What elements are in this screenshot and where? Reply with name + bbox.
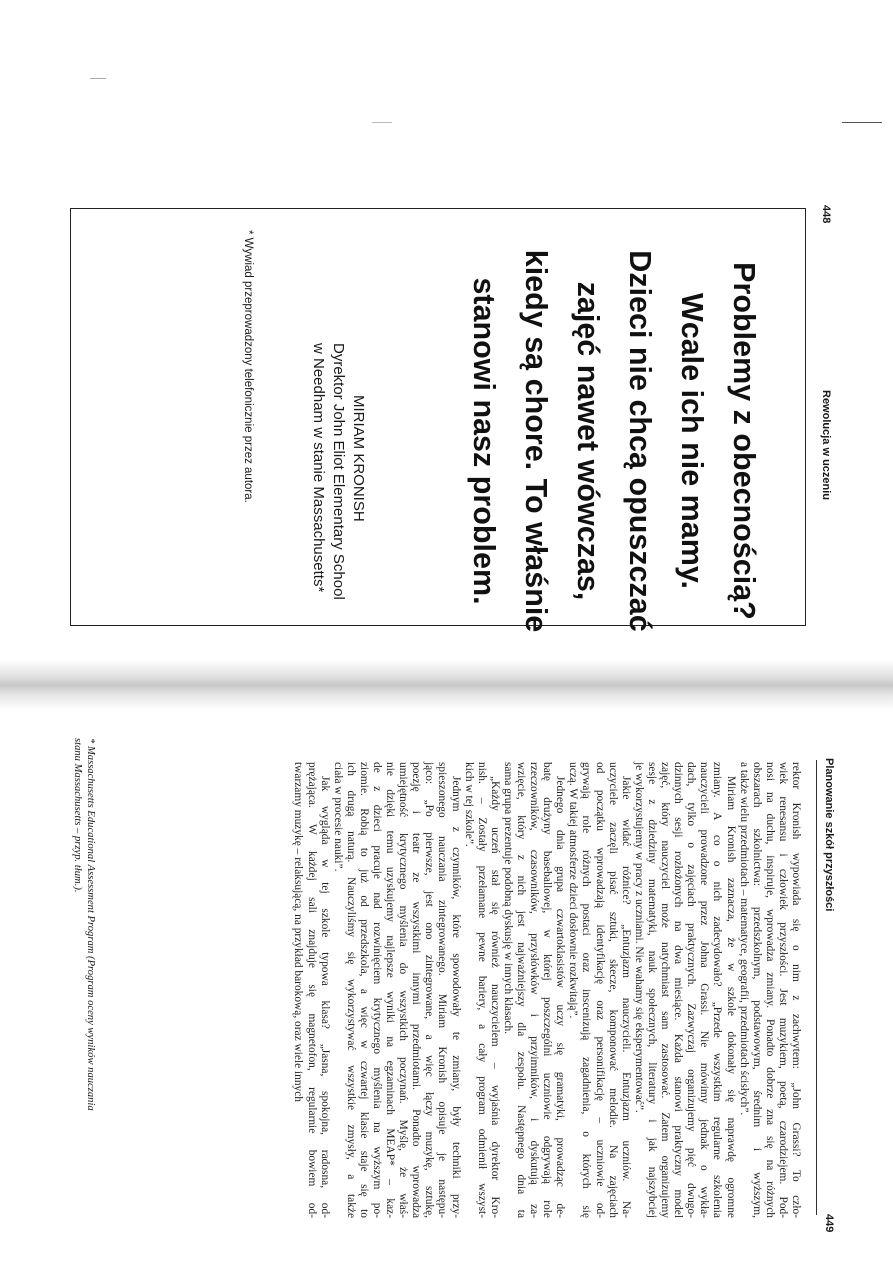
body-line: grywają role różnych postaci oraz inscenizują zagadnienia, o których się <box>580 762 593 1218</box>
right-page-number: 449 <box>823 1214 835 1233</box>
body-line: wzięcie, który z nich jest najważniejszy dla zespołu. Następnego dnia ta <box>515 762 528 1218</box>
body-line: wiek renesansu i człowiek przyszłości. Jest muzykiem, poetą, czarodziejem. Pod- <box>776 762 789 1218</box>
body-line: sesje z dziedziny matematyki, nauk społecznych, literatury i jak najszybciej <box>645 762 658 1218</box>
body-line: poezję i teatr ze wszystkimi innymi przedmiotami. Ponadto wprowadza <box>410 762 423 1218</box>
body-line: obszarach szkolnictwa: przedszkolnym, podstawowym, średnim i wyższym, <box>750 762 763 1218</box>
body-line: Jednego dnia grupa czwartoklasistów uczy się gramatyki, prowadząc de- <box>554 776 567 1218</box>
author-name: MIRIAM KRONISH <box>350 395 367 522</box>
body-line: Jak wygląda w tej szkole typowa klasa? „Jasna, spokojna, radosna, od- <box>318 776 331 1218</box>
body-line: dach, tylko o zajęciach praktycznych. Zazwyczaj organizujemy pięć dwugo- <box>685 762 698 1218</box>
body-line: kich w tej szkole”. <box>462 762 475 847</box>
body-line: zmiany. A co o nich zadecydowało? „Przede wszystkim regularne szkolenia <box>711 762 724 1218</box>
body-line: ich drugą naturą. Nauczyliśmy się wykorzystywać wszystkie zmysły, a także <box>344 762 357 1218</box>
quote-attribution <box>308 343 368 600</box>
scan-speck <box>372 122 392 123</box>
body-line: nish. – Zostały przełamane pewne bariery, a cały program odmienił wszyst- <box>475 762 488 1218</box>
quote-line: Problemy z obecnością? <box>727 262 761 620</box>
page-gutter-shadow <box>0 660 893 710</box>
body-text <box>291 762 802 1218</box>
right-running-head: Planowanie szkół przyszłości <box>823 758 835 912</box>
scan-speck <box>90 78 106 79</box>
body-line: sama grupa prezentuje podobną dyskusję w innych klasach. <box>501 762 514 1035</box>
body-line: Miriam Kronish zaznacza, że w szkole dokonały się naprawdę ogromne <box>724 776 737 1218</box>
quote-line: stanowi nasz problem. <box>467 277 501 605</box>
body-line: umiejętność krytycznego myślenia do wszystkich poczynań. Myślę, że właś- <box>397 762 410 1218</box>
body-line: uczyciele zaczęli pisać sztuki, skecze, komponować melodie. Na zajęciach <box>606 762 619 1218</box>
header-rule <box>816 760 817 1215</box>
body-line: je wykorzystujemy w pracy z uczniami. Nie wahamy się eksperymentować”. <box>632 762 645 1113</box>
body-line: zajęć, który nauczyciel może natychmiast sam zastosować. Zatem organizujemy <box>659 762 672 1218</box>
quote-line: Dzieci nie chcą opuszczać <box>623 250 657 632</box>
body-line: de z dzieci pracuje nad rozwinięciem krytycznego myślenia na wyższym po- <box>371 762 383 1218</box>
footnote-line: stanu Massachusetts – przyp. tłum.). <box>72 738 83 893</box>
body-line: nauczycieli prowadzone przez Johna Grassi. Nie mówimy jednak o wykła- <box>698 762 711 1218</box>
body-line: od początku wprowadzają identyfikację oraz personifikację – uczniowie od- <box>593 762 606 1218</box>
body-line: Jakie widać różnice? „Entuzjazm nauczycieli. Entuzjazm uczniów. Na- <box>619 776 632 1218</box>
body-line: nie dzięki temu uzyskujemy najlepsze wyniki na egzaminach MEAP* – kaz- <box>384 762 397 1218</box>
quote-line: zajęć nawet wówczas, <box>571 281 605 601</box>
body-line: „Każdy uczeń stał się również nauczycielem – wyjaśnia dyrektor Kro- <box>488 776 501 1218</box>
left-footnote: * Wywiad przeprowadzony telefonicznie przez autora. <box>242 230 254 503</box>
body-line: nosi na duchu, inspiruje, wprowadza zmiany. Ponadto dobrze zna się na różnych <box>763 762 776 1218</box>
body-line: jąco: „Po pierwsze, jest ono zintegrowane, a więc łączy muzykę, sztukę, <box>423 762 436 1218</box>
scan-speck <box>842 122 882 123</box>
body-line: rektor Kronish wypowiada się o nim z zachwytem: „John Grassi? To czło- <box>790 762 802 1218</box>
author-location: w Needham w stanie Massachusetts* <box>310 343 327 593</box>
pull-quote <box>458 241 770 641</box>
left-running-head: Rewolucja w uczeniu <box>820 390 832 501</box>
author-role: Dyrektor John Eliot Elementary School <box>330 343 347 600</box>
left-page-number: 448 <box>820 205 832 224</box>
body-line: ziomie. Robią to już od przedszkola, a więc w czwartej klasie staje się to <box>357 762 370 1218</box>
body-line: Jednym z czynników, które spowodowały te zmiany, były techniki przy- <box>449 776 462 1218</box>
body-line: ciała w procesie nauki”. <box>331 762 344 872</box>
body-line: batę drużyny baseballowej, w której poszczególni uczniowie odgrywają role <box>541 762 554 1218</box>
body-line: uczą. W takiej atmosferze dzieci dosłownie rozkwitają”. <box>567 762 580 1019</box>
footnote-line: * Massachusetts Educational Assessment Program (Program oceny wyników nauczania <box>85 738 96 1111</box>
quote-line: Wcale ich nie mamy. <box>675 292 709 590</box>
body-line: spieszonego nauczania zintegrowanego. Miriam Kronish opisuje je następu- <box>436 762 449 1218</box>
right-footnote <box>71 738 97 1194</box>
body-line: dzinnych sesji rozłożonych na dwa miesiące. Każda stanowi praktyczny model <box>672 762 685 1218</box>
body-line: prężająca. W każdej sali znajduje się magnetofon, regularnie bowiem od- <box>305 762 318 1218</box>
body-line: rzeczowników, czasowników, przysłówków i przyimników, i dyskutują za- <box>528 762 541 1218</box>
body-line: twarzamy muzykę – relaksującą, na przykład barokową, oraz wiele innych <box>292 762 305 1102</box>
body-line: a także wielu przedmiotach – matematyce, geografii, przedmiotach ścisłych”. <box>737 762 750 1116</box>
quote-line: kiedy są chore. To właśnie <box>519 249 553 633</box>
